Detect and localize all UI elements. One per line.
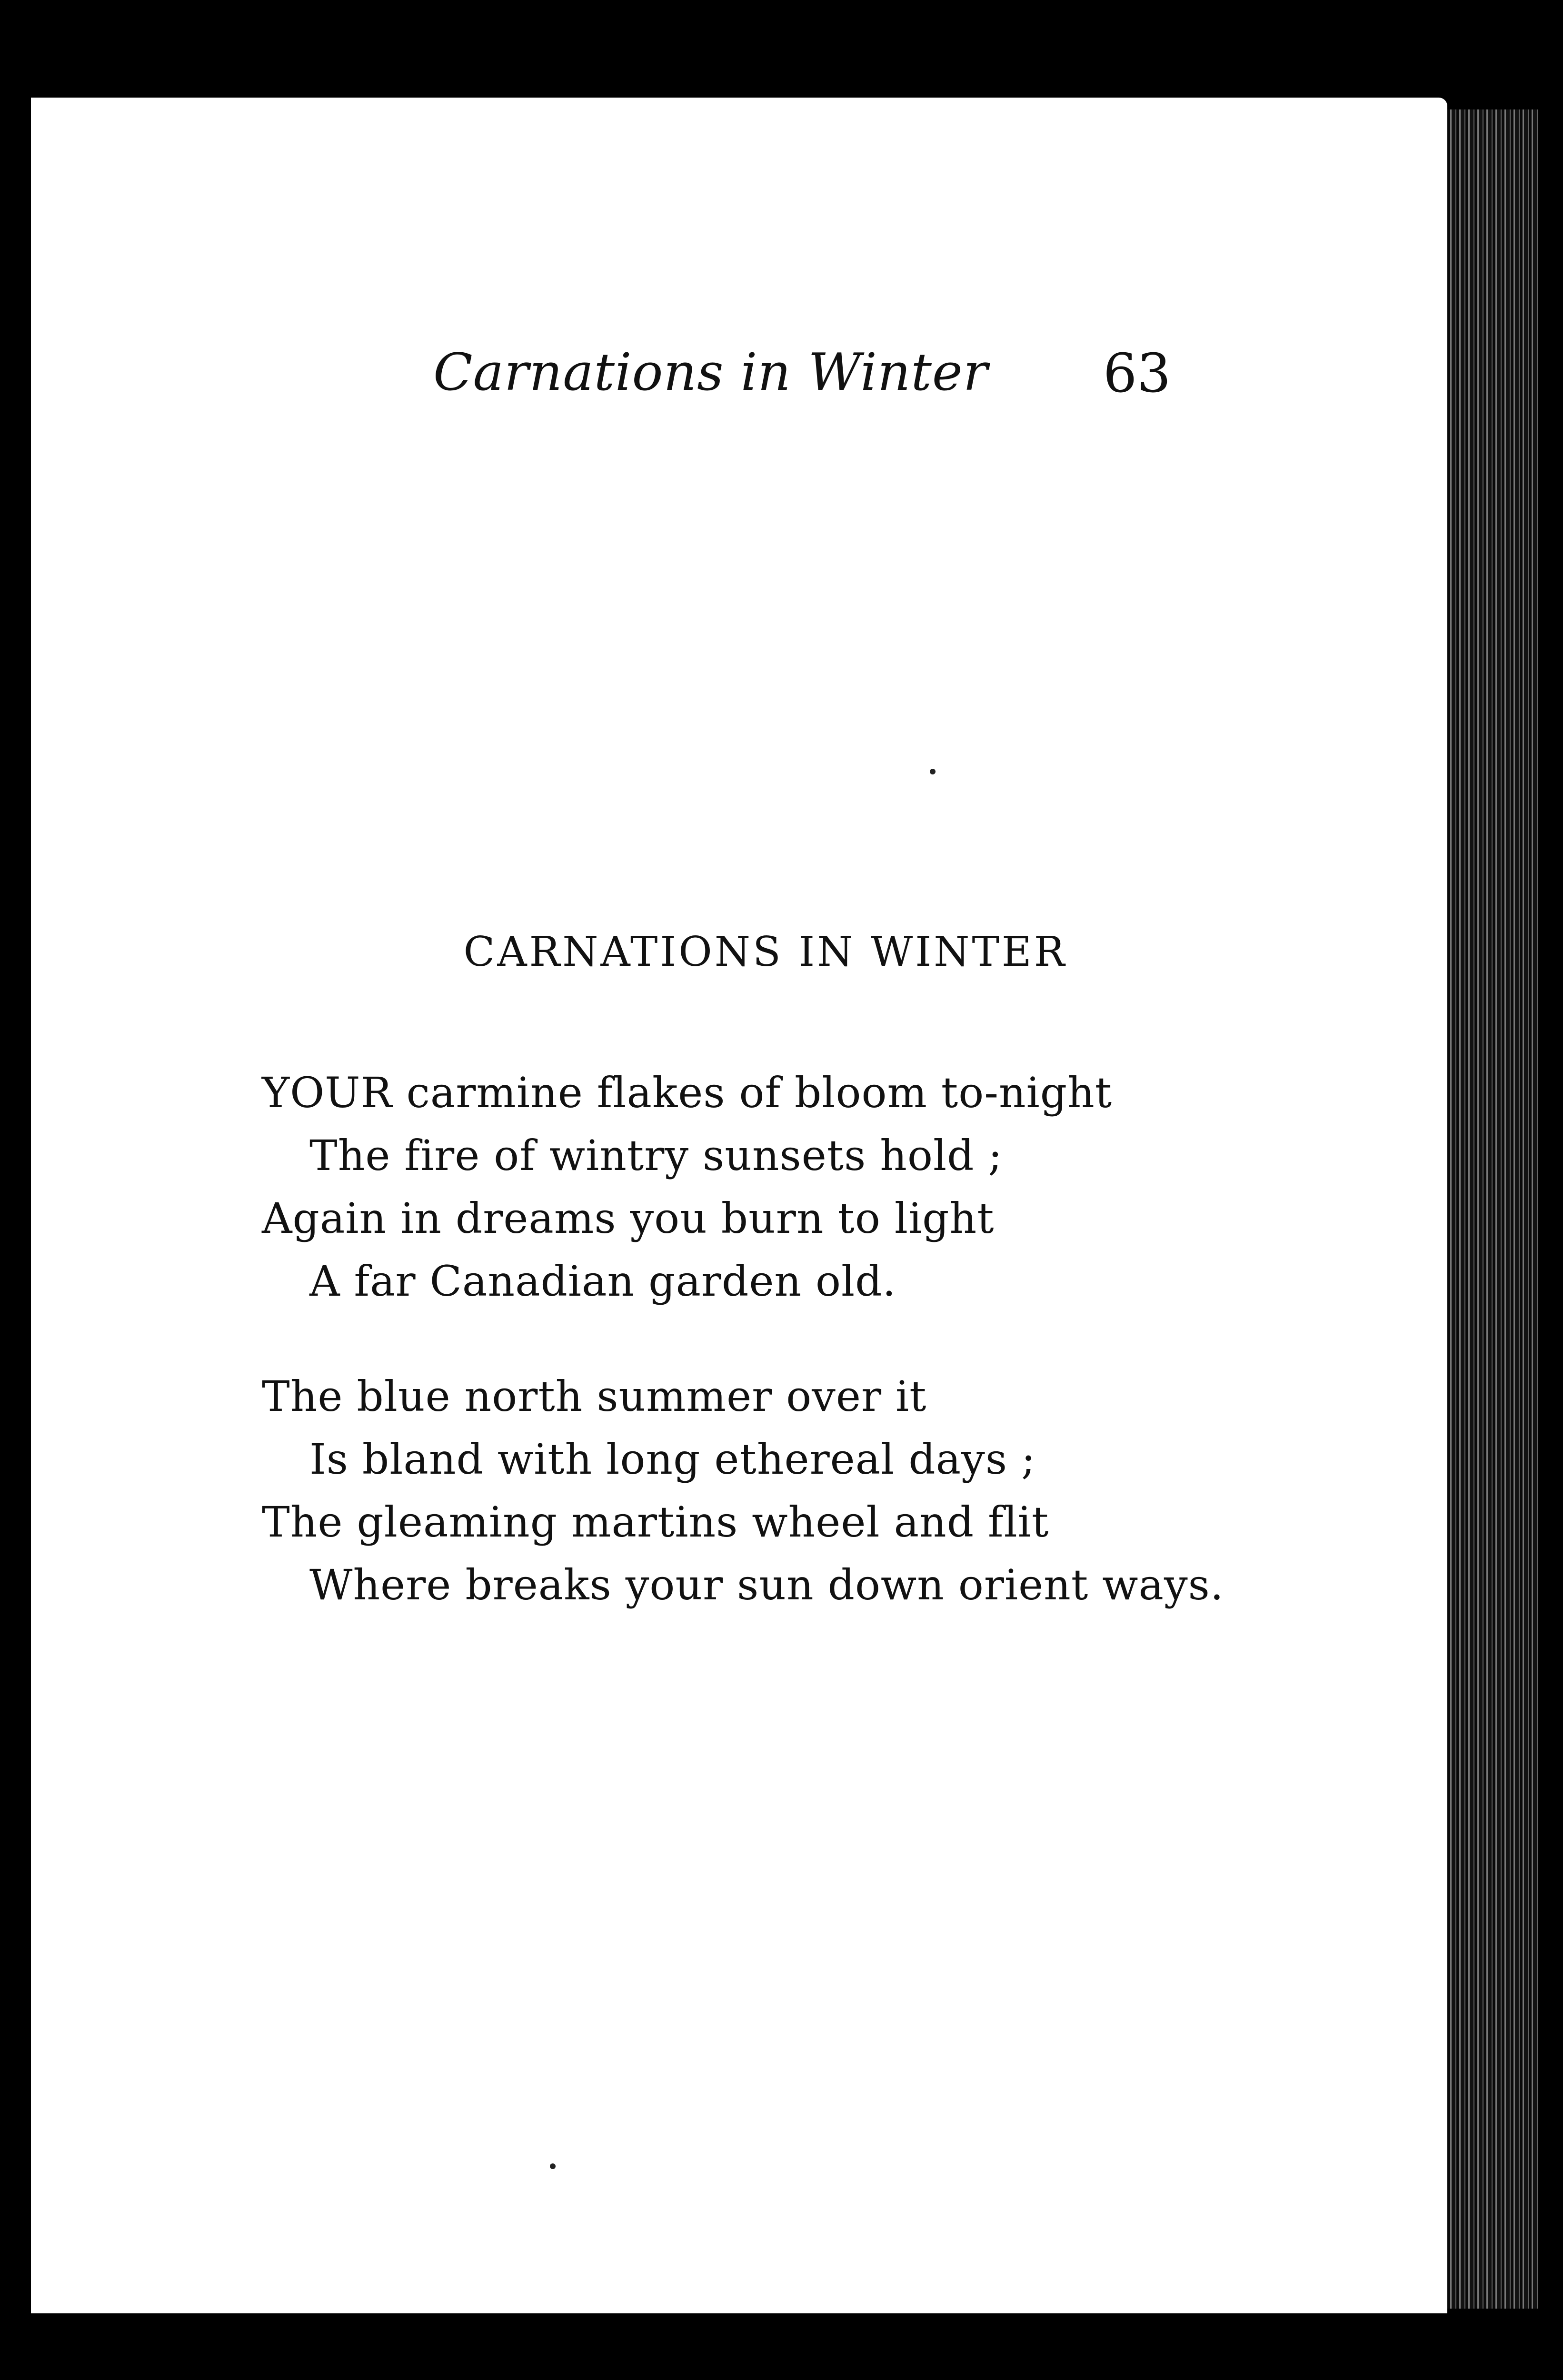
poem-line: A far Canadian garden old. [309, 1257, 896, 1306]
page-header [31, 343, 1447, 405]
stanza [262, 1365, 1357, 1616]
book-binding-edge [1447, 109, 1538, 2309]
poem-body [262, 1061, 1357, 1669]
poem-line: The blue north summer over it [262, 1372, 927, 1421]
stanza [262, 1061, 1357, 1313]
poem-line: Where breaks your sun down orient ways. [309, 1560, 1224, 1609]
poem-line: Is bland with long ethereal days ; [309, 1435, 1036, 1484]
poem-title: CARNATIONS IN WINTER [463, 928, 1067, 976]
poem-line: YOUR carmine flakes of bloom to-night [262, 1068, 1113, 1117]
ink-speck [550, 2163, 556, 2169]
running-head: Carnations in Winter [433, 343, 988, 402]
poem-line: The fire of wintry sunsets hold ; [309, 1131, 1003, 1180]
poem-line: Again in dreams you burn to light [262, 1194, 995, 1243]
poem-line: The gleaming martins wheel and flit [262, 1497, 1049, 1547]
book-page [31, 98, 1447, 2313]
ink-speck [930, 769, 936, 774]
page-number: 63 [1103, 343, 1171, 405]
